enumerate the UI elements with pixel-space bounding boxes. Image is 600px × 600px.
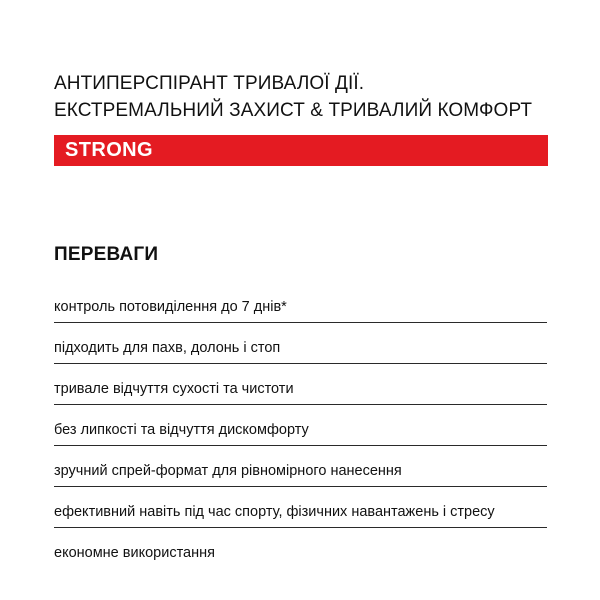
benefit-item bbox=[54, 405, 547, 446]
benefits-list bbox=[54, 282, 547, 569]
benefit-item bbox=[54, 446, 547, 487]
benefits-heading: ПЕРЕВАГИ bbox=[54, 244, 159, 265]
strength-badge bbox=[54, 135, 548, 166]
strength-badge-label: STRONG bbox=[65, 139, 153, 161]
product-title-line-1: АНТИПЕРСПІРАНТ ТРИВАЛОЇ ДІЇ. bbox=[54, 73, 365, 94]
benefit-text: контроль потовиділення до 7 днів* bbox=[54, 299, 287, 315]
benefit-item bbox=[54, 323, 547, 364]
benefit-text: без липкості та відчуття дискомфорту bbox=[54, 422, 309, 438]
benefit-item bbox=[54, 528, 547, 569]
benefit-text: економне використання bbox=[54, 545, 215, 561]
product-title-line-2: ЕКСТРЕМАЛЬНИЙ ЗАХИСТ & ТРИВАЛИЙ КОМФОРТ bbox=[54, 100, 533, 121]
product-header bbox=[54, 70, 554, 124]
benefit-text: підходить для пахв, долонь і стоп bbox=[54, 340, 281, 356]
benefit-text: тривале відчуття сухості та чистоти bbox=[54, 381, 294, 397]
benefit-text: зручний спрей-формат для рівномірного нанесення bbox=[54, 463, 402, 479]
benefit-item bbox=[54, 282, 547, 323]
benefit-item bbox=[54, 364, 547, 405]
benefit-text: ефективний навіть під час спорту, фізичних навантажень і стресу bbox=[54, 504, 495, 520]
benefit-item bbox=[54, 487, 547, 528]
